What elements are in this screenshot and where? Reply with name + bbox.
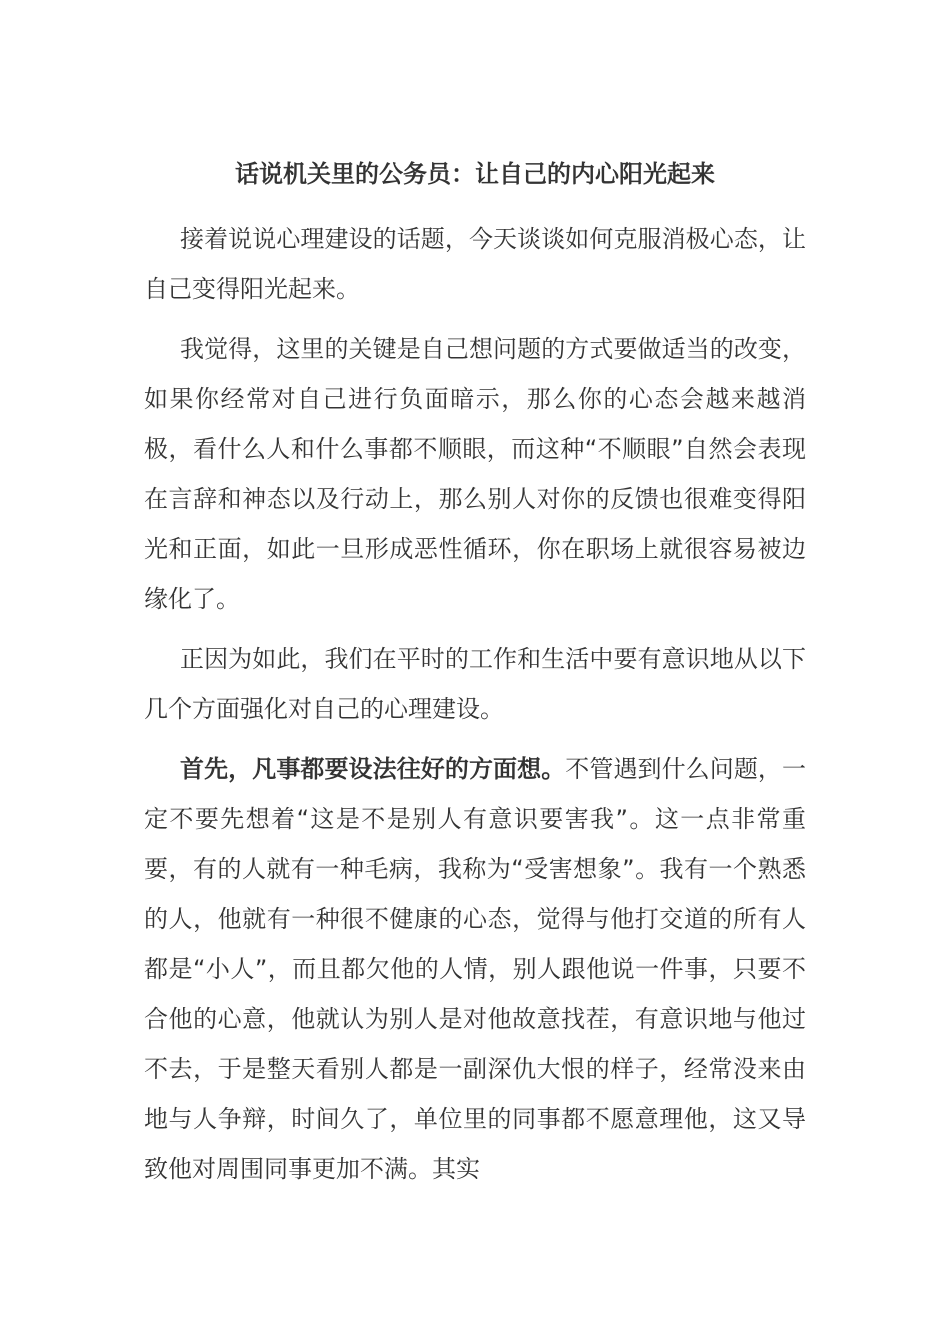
paragraph-4 (144, 744, 806, 1194)
document-title: 话说机关里的公务员：让自己的内心阳光起来 (235, 160, 715, 188)
paragraph-3-text: 正因为如此，我们在平时的工作和生活中要有意识地从以下几个方面强化对自己的心理建设。 (144, 645, 806, 723)
paragraph-1-text: 接着说说心理建设的话题，今天谈谈如何克服消极心态，让自己变得阳光起来。 (144, 225, 806, 303)
paragraph-2 (144, 324, 806, 624)
paragraph-4-lead: 首先，凡事都要设法往好的方面想。 (180, 755, 566, 783)
paragraph-2-text: 我觉得，这里的关键是自己想问题的方式要做适当的改变，如果你经常对自己进行负面暗示，那么你的心态会越来越消极，看什么人和什么事都不顺眼，而这种“不顺眼”自然会表现在言辞和神态以及行动上，那么别人对你的反馈也很难变得阳光和正面，如此一旦形成恶性循环，你在职场上就很容易被边缘化了。 (144, 335, 806, 613)
paragraph-1 (144, 214, 806, 314)
paragraph-3 (144, 634, 806, 734)
paragraph-4-text: 不管遇到什么问题，一定不要先想着“这是不是别人有意识要害我”。这一点非常重要，有的人就有一种毛病，我称为“受害想象”。我有一个熟悉的人，他就有一种很不健康的心态，觉得与他打交道的所有人都是“小人”，而且都欠他的人情，别人跟他说一件事，只要不合他的心意，他就认为别人是对他故意找茬，有意识地与他过不去，于是整天看别人都是一副深仇大恨的样子，经常没来由地与人争辩，时间久了，单位里的同事都不愿意理他，这又导致他对周围同事更加不满。其实 (144, 755, 807, 1183)
document-body (144, 214, 806, 1204)
